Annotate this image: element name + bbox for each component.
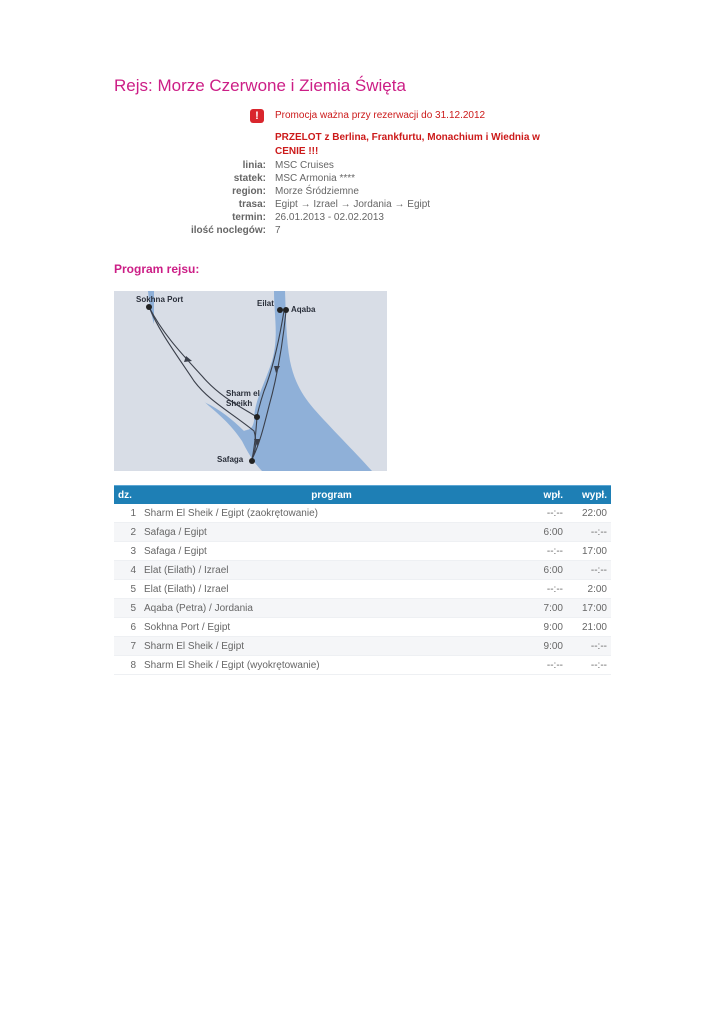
port-marker-sharm: [254, 414, 260, 420]
cruise-details: [150, 159, 430, 237]
cell-day: 4: [114, 561, 140, 580]
promo-headline: PRZELOT z Berlina, Frankfurtu, Monachium i Wiednia w CENIE !!!: [275, 132, 540, 157]
cell-program: Sharm El Sheik / Egipt (zaokrętowanie): [140, 504, 523, 523]
detail-value: 7: [275, 225, 281, 236]
detail-row-region: [150, 185, 430, 198]
detail-label: region:: [232, 186, 266, 197]
cell-departure: --:--: [567, 656, 611, 675]
detail-label: linia:: [242, 160, 266, 171]
cell-day: 5: [114, 580, 140, 599]
table-row: [114, 561, 611, 580]
section-title-program: Program rejsu:: [114, 262, 200, 276]
table-row: [114, 637, 611, 656]
port-marker-safaga: [249, 458, 255, 464]
header-program: program: [140, 486, 523, 505]
header-arrival: wpł.: [523, 486, 567, 505]
cell-day: 8: [114, 656, 140, 675]
itinerary-header-row: [114, 486, 611, 505]
cell-arrival: 7:00: [523, 599, 567, 618]
cell-departure: --:--: [567, 637, 611, 656]
cell-arrival: 6:00: [523, 561, 567, 580]
port-marker-eilat: [277, 307, 283, 313]
port-marker-sokhna: [146, 304, 152, 310]
table-row: [114, 656, 611, 675]
detail-row-ship: [150, 172, 430, 185]
cell-day: 1: [114, 504, 140, 523]
cell-program: Elat (Eilath) / Izrael: [140, 561, 523, 580]
cell-program: Safaga / Egipt: [140, 523, 523, 542]
cell-program: Safaga / Egipt: [140, 542, 523, 561]
table-row: [114, 618, 611, 637]
map-label-sharm: Sharm el: [226, 389, 260, 398]
table-row: [114, 580, 611, 599]
detail-value: MSC Armonia ****: [275, 173, 356, 184]
cell-arrival: --:--: [523, 542, 567, 561]
table-row: [114, 542, 611, 561]
table-row: [114, 599, 611, 618]
detail-label: trasa:: [238, 199, 266, 210]
promo-validity-text: Promocja ważna przy rezerwacji do 31.12.2012: [275, 110, 486, 121]
warning-icon: !: [250, 109, 264, 123]
detail-label: statek:: [233, 173, 266, 184]
port-marker-aqaba: [283, 307, 289, 313]
detail-row-nights: [150, 224, 430, 237]
cell-program: Sharm El Sheik / Egipt (wyokrętowanie): [140, 656, 523, 675]
cell-departure: --:--: [567, 523, 611, 542]
cell-program: Sharm El Sheik / Egipt: [140, 637, 523, 656]
map-label-sharm-2: Sheikh: [226, 399, 253, 408]
detail-value: Egipt → Izrael → Jordania → Egipt: [275, 199, 431, 210]
cell-day: 5: [114, 599, 140, 618]
itinerary-table: [114, 485, 611, 675]
cell-program: Elat (Eilath) / Izrael: [140, 580, 523, 599]
cell-departure: 21:00: [567, 618, 611, 637]
cell-day: 2: [114, 523, 140, 542]
detail-value: 26.01.2013 - 02.02.2013: [275, 212, 384, 223]
cell-program: Aqaba (Petra) / Jordania: [140, 599, 523, 618]
cell-arrival: --:--: [523, 504, 567, 523]
table-row: [114, 523, 611, 542]
detail-row-line: [150, 159, 430, 172]
cell-arrival: 6:00: [523, 523, 567, 542]
cell-arrival: 9:00: [523, 637, 567, 656]
detail-value: MSC Cruises: [275, 160, 334, 171]
detail-label: termin:: [232, 212, 266, 223]
cell-departure: 22:00: [567, 504, 611, 523]
detail-value: Morze Śródziemne: [275, 186, 359, 197]
page-title: Rejs: Morze Czerwone i Ziemia Święta: [114, 76, 406, 95]
cell-arrival: --:--: [523, 656, 567, 675]
map-label-eilat: Eilat: [257, 299, 274, 308]
cell-day: 7: [114, 637, 140, 656]
cell-arrival: 9:00: [523, 618, 567, 637]
header-departure: wypł.: [567, 486, 611, 505]
cell-departure: --:--: [567, 561, 611, 580]
map-label-sokhna: Sokhna Port: [136, 295, 184, 304]
map-label-safaga: Safaga: [217, 455, 244, 464]
cell-departure: 2:00: [567, 580, 611, 599]
route-map: [114, 291, 387, 471]
cell-day: 6: [114, 618, 140, 637]
detail-row-route: [150, 198, 430, 211]
detail-row-dates: [150, 211, 430, 224]
detail-label: ilość noclegów:: [190, 225, 266, 236]
cell-program: Sokhna Port / Egipt: [140, 618, 523, 637]
cell-departure: 17:00: [567, 599, 611, 618]
header-day: dz.: [114, 486, 140, 505]
cell-departure: 17:00: [567, 542, 611, 561]
cell-day: 3: [114, 542, 140, 561]
table-row: [114, 504, 611, 523]
cell-arrival: --:--: [523, 580, 567, 599]
map-label-aqaba: Aqaba: [291, 305, 316, 314]
